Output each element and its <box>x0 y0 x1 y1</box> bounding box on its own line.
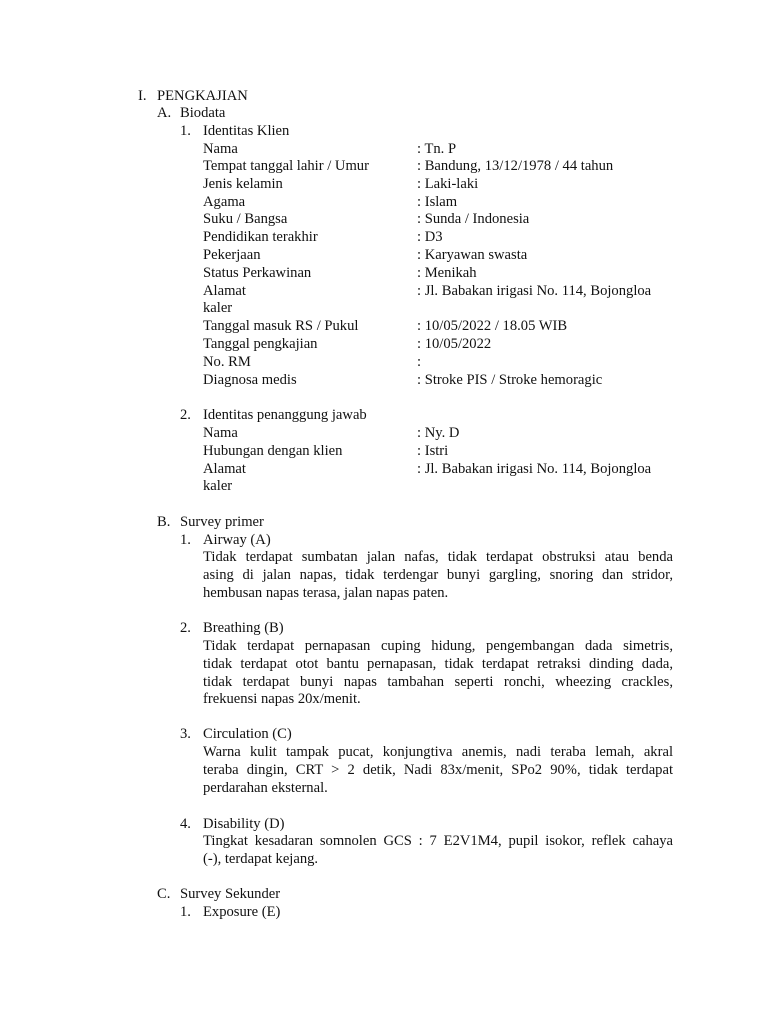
field-label: Hubungan dengan klien <box>203 443 343 459</box>
field-value: : Menikah <box>417 265 477 281</box>
subsection-letter: B. <box>157 514 171 530</box>
paragraph-line: Tidak terdapat pernapasan cuping hidung, pengembangan dada simetris, <box>203 638 673 654</box>
field-label: Nama <box>203 425 238 441</box>
subsection-title: Survey Sekunder <box>180 886 281 902</box>
field-value: : Jl. Babakan irigasi No. 114, Bojongloa <box>417 461 652 477</box>
item-title: Airway (A) <box>203 532 271 548</box>
item-title: Circulation (C) <box>203 726 292 742</box>
field-value: : Laki-laki <box>417 176 479 192</box>
subsection-letter: A. <box>157 105 172 121</box>
item-title: Disability (D) <box>203 816 285 832</box>
item-title: Breathing (B) <box>203 620 284 636</box>
field-value: : Istri <box>417 443 449 459</box>
item-title: Identitas penanggung jawab <box>203 407 367 423</box>
field-label: Agama <box>203 194 246 210</box>
item-number: 4. <box>180 816 191 832</box>
field-label: Alamat <box>203 283 246 299</box>
field-label: Jenis kelamin <box>203 176 283 192</box>
field-value: : Stroke PIS / Stroke hemoragic <box>417 372 603 388</box>
paragraph-line: teraba dingin, CRT > 2 detik, Nadi 83x/menit, SPo2 90%, tidak terdapat <box>203 762 673 778</box>
field-label: Tempat tanggal lahir / Umur <box>203 158 369 174</box>
paragraph-line: tidak terdapat bunyi napas tambahan seperti ronchi, wheezing crackles, <box>203 674 673 690</box>
field-value-continuation: kaler <box>203 300 233 316</box>
field-value: : Islam <box>417 194 458 210</box>
paragraph-line: Tidak terdapat sumbatan jalan nafas, tidak terdapat obstruksi atau benda <box>203 549 673 565</box>
paragraph-line: hembusan napas terasa, jalan napas paten. <box>203 585 449 601</box>
field-value-continuation: kaler <box>203 478 233 494</box>
paragraph-line: tidak terdapat otot bantu pernapasan, tidak terdapat retraksi dinding dada, <box>203 656 673 672</box>
field-label: No. RM <box>203 354 251 370</box>
item-number: 1. <box>180 904 191 920</box>
subsection-title: Survey primer <box>180 514 264 530</box>
field-label: Status Perkawinan <box>203 265 312 281</box>
field-label: Pekerjaan <box>203 247 261 263</box>
field-value: : <box>417 354 422 370</box>
field-value: : Ny. D <box>417 425 460 441</box>
item-title: Identitas Klien <box>203 123 290 139</box>
paragraph-line: asing di jalan napas, tidak terdengar bunyi gargling, snoring dan stridor, <box>203 567 673 583</box>
paragraph-line: frekuensi napas 20x/menit. <box>203 691 361 707</box>
field-label: Diagnosa medis <box>203 372 297 388</box>
section-title: PENGKAJIAN <box>157 88 248 104</box>
item-number: 1. <box>180 532 191 548</box>
item-title: Exposure (E) <box>203 904 281 920</box>
item-number: 1. <box>180 123 191 139</box>
field-label: Tanggal masuk RS / Pukul <box>203 318 359 334</box>
field-value: : Bandung, 13/12/1978 / 44 tahun <box>417 158 614 174</box>
field-label: Alamat <box>203 461 246 477</box>
field-value: : Tn. P <box>417 141 457 157</box>
field-label: Tanggal pengkajian <box>203 336 318 352</box>
field-value: : 10/05/2022 / 18.05 WIB <box>417 318 568 334</box>
paragraph-line: (-), terdapat kejang. <box>203 851 319 867</box>
field-value: : Jl. Babakan irigasi No. 114, Bojongloa <box>417 283 652 299</box>
field-value: : 10/05/2022 <box>417 336 492 352</box>
field-label: Suku / Bangsa <box>203 211 288 227</box>
item-number: 2. <box>180 407 191 423</box>
paragraph-line: Warna kulit tampak pucat, konjungtiva anemis, nadi teraba lemah, akral <box>203 744 673 760</box>
field-value: : Karyawan swasta <box>417 247 528 263</box>
field-value: : Sunda / Indonesia <box>417 211 530 227</box>
subsection-title: Biodata <box>180 105 226 121</box>
field-label: Nama <box>203 141 238 157</box>
field-value: : D3 <box>417 229 443 245</box>
section-number: I. <box>138 88 147 104</box>
subsection-letter: C. <box>157 886 171 902</box>
field-label: Pendidikan terakhir <box>203 229 318 245</box>
item-number: 3. <box>180 726 191 742</box>
paragraph-line: perdarahan eksternal. <box>203 780 328 796</box>
item-number: 2. <box>180 620 191 636</box>
paragraph-line: Tingkat kesadaran somnolen GCS : 7 E2V1M4, pupil isokor, reflek cahaya <box>203 833 673 849</box>
